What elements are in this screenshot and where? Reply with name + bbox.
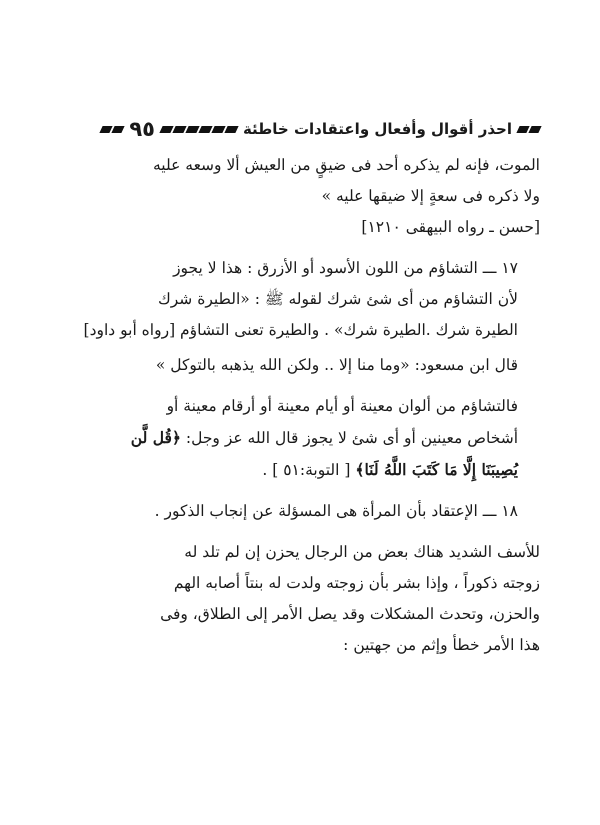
text-line	[60, 422, 540, 454]
paragraph-regret	[60, 537, 540, 661]
text-line: الطيرة شرك .الطيرة شرك» . والطيرة تعنى التشاؤم [رواه أبو داود]	[83, 321, 518, 339]
text-line: هذا الأمر خطأ وإثم من جهتين :	[343, 636, 540, 654]
text-fragment: أشخاص معينين أو أى شئ لا يجوز قال الله عز وجل:	[185, 429, 518, 447]
paragraph-item-18	[60, 496, 540, 527]
text-line: لأن التشاؤم من أى شئ شرك لقوله ﷺ : «الطيرة شرك	[157, 290, 518, 308]
text-line: الموت، فإنه لم يذكره أحد فى ضيقٍ من العيش ألا وسعه عليه	[152, 156, 540, 174]
header-ornament-middle	[161, 126, 237, 133]
text-line: ١٨ ـــ الإعتقاد بأن المرأة هى المسؤلة عن إنجاب الذكور .	[154, 502, 518, 520]
page-number: ٩٥	[129, 117, 155, 141]
text-line: فالتشاؤم من ألوان معينة أو أيام معينة أو أرقام معينة أو	[166, 397, 518, 415]
text-line: والحزن، وتحدث المشكلات وقد يصل الأمر إلى الطلاق، وفى	[160, 605, 540, 623]
header-ornament-left	[101, 126, 123, 133]
header-ornament-right	[518, 126, 540, 133]
text-line: زوجته ذكوراً ، وإذا بشر بأن زوجته ولدت له بنتاً أصابه الهم	[173, 574, 540, 592]
verse-reference: [ التوبة:٥١ ] .	[262, 461, 351, 479]
quran-verse-end: يُصِيبَنَا إِلَّا مَا كَتَبَ اللَّهُ لَنَا﴾	[355, 460, 518, 479]
citation	[60, 212, 540, 243]
text-line	[60, 454, 540, 486]
text-line: ولا ذكره فى سعةٍ إلا ضيقها عليه »	[321, 187, 540, 205]
text-line: ١٧ ـــ التشاؤم من اللون الأسود أو الأزرق : هذا لا يجوز	[173, 259, 518, 277]
book-page	[60, 112, 540, 661]
paragraph-ibn-masud	[60, 350, 540, 381]
quran-verse-start: ﴿قُل لَّن	[130, 428, 181, 447]
text-line: قال ابن مسعود: «وما منا إلا .. ولكن الله يذهبه بالتوكل »	[155, 356, 518, 374]
text-line: للأسف الشديد هناك بعض من الرجال يحزن إن لم تلد له	[184, 543, 540, 561]
paragraph-tashaum	[60, 391, 540, 486]
running-title: احذر أقوال وأفعال واعتقادات خاطئة	[242, 120, 512, 138]
citation-text: [حسن ـ رواه البيهقى ١٢١٠]	[361, 218, 540, 236]
paragraph-hadith-continuation	[60, 150, 540, 212]
paragraph-item-17	[60, 253, 540, 346]
page-header	[60, 112, 540, 146]
